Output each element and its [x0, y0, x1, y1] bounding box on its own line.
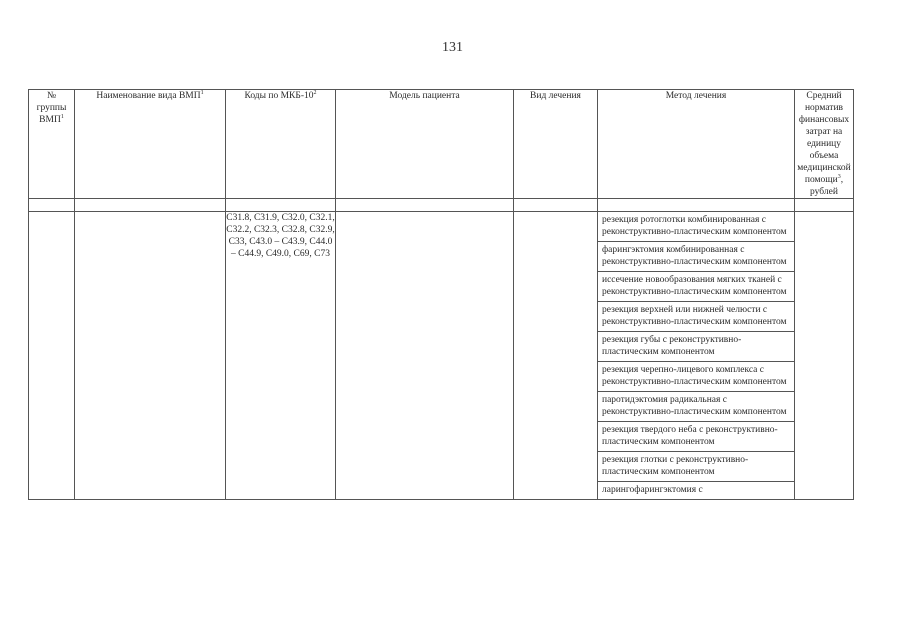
method-item: резекция верхней или нижней челюсти с реконструктивно-пластическим компонентом: [598, 302, 794, 332]
empty-cell: [75, 199, 226, 212]
empty-cell: [514, 199, 598, 212]
spacer-row: [29, 199, 854, 212]
treatment-type-cell: [514, 212, 598, 500]
header-icd-codes: [226, 90, 336, 199]
method-item: иссечение новообразования мягких тканей с реконструктивно-пластическим компонентом: [598, 272, 794, 302]
method-item: резекция черепно-лицевого комплекса с реконструктивно-пластическим компонентом: [598, 362, 794, 392]
header-group-number-vmp: ВМП: [39, 115, 61, 125]
icd-codes-cell: C31.8, C31.9, C32.0, C32.1, C32.2, C32.3, C32.8, C32.9, C33, C43.0 – C43.9, C44.0 – C44.9, C49.0, C69, C73: [226, 212, 336, 500]
header-treatment-method: Метод лечения: [598, 90, 795, 199]
empty-cell: [29, 199, 75, 212]
average-cost-cell: [795, 212, 854, 500]
header-average-cost-text: Средний норматив финансовых затрат на единицу объема медицинской помощи: [797, 91, 851, 185]
header-group-number-word: группы: [36, 103, 67, 113]
header-vmp-name-text: Наименование вида ВМП: [96, 91, 201, 101]
header-patient-model: Модель пациента: [336, 90, 514, 199]
method-item: резекция глотки с реконструктивно-пластическим компонентом: [598, 452, 794, 482]
footnote-ref: 1: [200, 89, 204, 96]
treatment-methods-cell: [598, 212, 795, 500]
vmp-name-cell: [75, 212, 226, 500]
group-number-cell: [29, 212, 75, 500]
method-item: резекция ротоглотки комбинированная с реконструктивно-пластическим компонентом: [598, 212, 794, 242]
footnote-ref: 1: [60, 113, 64, 120]
header-row: [29, 90, 854, 199]
table-row: [29, 212, 854, 500]
empty-cell: [336, 199, 514, 212]
header-icd-codes-text: Коды по МКБ-10: [244, 91, 314, 101]
header-treatment-type: Вид лечения: [514, 90, 598, 199]
header-group-number-sign: №: [46, 91, 57, 101]
footnote-ref: 2: [313, 89, 317, 96]
patient-model-cell: [336, 212, 514, 500]
method-item: паротидэктомия радикальная с реконструктивно-пластическим компонентом: [598, 392, 794, 422]
empty-cell: [795, 199, 854, 212]
header-group-number: [29, 90, 75, 199]
header-average-cost: [795, 90, 854, 199]
method-item: ларингофарингэктомия с: [602, 485, 703, 495]
vmp-table: [28, 89, 854, 500]
method-item: резекция твердого неба с реконструктивно-пластическим компонентом: [598, 422, 794, 452]
footnote-ref: 3: [837, 173, 841, 180]
header-average-cost-unit: , рублей: [810, 175, 844, 197]
header-vmp-name: [75, 90, 226, 199]
empty-cell: [598, 199, 795, 212]
empty-cell: [226, 199, 336, 212]
method-item: резекция губы с реконструктивно-пластическим компонентом: [598, 332, 794, 362]
method-item: фарингэктомия комбинированная с реконструктивно-пластическим компонентом: [598, 242, 794, 272]
page-number: 131: [442, 40, 463, 55]
